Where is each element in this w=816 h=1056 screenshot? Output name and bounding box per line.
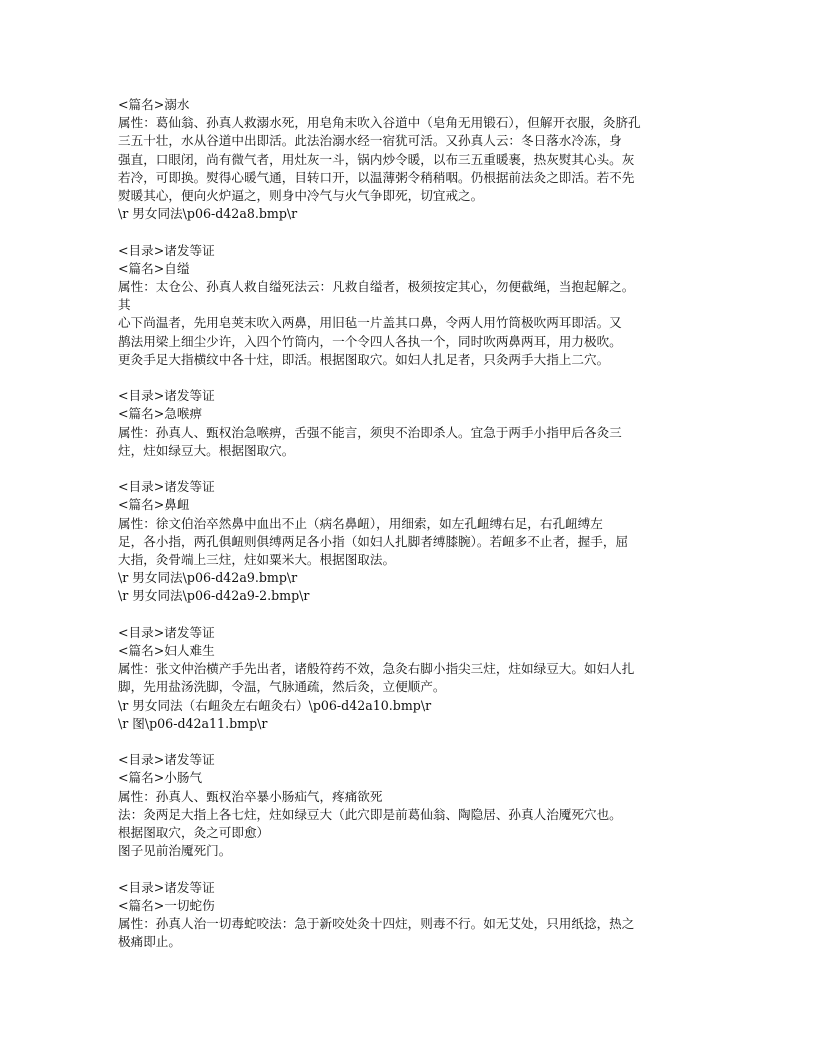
text-line: 属性：孙真人、甄权治急喉痹，舌强不能言，须臾不治即杀人。宜急于两手小指甲后各灸三 [118,424,622,440]
text-line: 若冷，可即换。熨得心暖气通，目转口开，以温薄粥令稍稍咽。仍根据前法灸之即活。若不先 [118,169,635,185]
text-line: 属性：太仓公、孙真人救自缢死法云：凡救自缢者，极须按定其心，勿便截绳，当抱起解之。 [118,279,635,295]
section-drowning [118,96,708,223]
section-hanging [118,242,708,369]
text-line: 属性：张文仲治横产手先出者，诸般符药不效，急灸右脚小指尖三炷，炷如绿豆大。如妇人扎 [118,661,635,677]
catalog-line: <目录>诸发等证 [118,479,215,495]
text-line: 三五十壮，水从谷道中出即活。此法治溺水经一宿犹可活。又孙真人云：冬日落水冷冻，身 [118,133,622,149]
text-line: 强直，口眼闭，尚有微气者，用灶灰一斗，锅内炒令暖，以布三五重暖裹，热灰熨其心头。灰 [118,151,635,167]
paragraph-gap [118,733,708,751]
section-hernia [118,751,708,860]
section-snake-bite [118,879,708,952]
section-nosebleed [118,478,708,605]
paragraph-gap [118,860,708,878]
paragraph-gap [118,369,708,387]
text-line: 鹊法用梁上细尘少许，入四个竹筒内，一个令四人各执一个，同时吹两鼻两耳，用力极吹。 [118,333,622,349]
text-line: 更灸手足大指横纹中各十炷，即活。根据图取穴。如妇人扎足者，只灸两手大指上二穴。 [118,351,610,367]
image-ref-line: \r 男女同法\p06-d42a9.bmp\r [118,570,298,586]
catalog-line: <目录>诸发等证 [118,242,215,258]
image-ref-line: \r 男女同法（右衄灸左右衄灸右）\p06-d42a10.bmp\r [118,697,432,713]
paragraph-gap [118,223,708,241]
text-line: 法：灸两足大指上各七炷，炷如绿豆大（此穴即是前葛仙翁、陶隐居、孙真人治魇死穴也。 [118,806,622,822]
catalog-line: <目录>诸发等证 [118,752,215,768]
text-line: 极痛即止。 [118,934,181,950]
paragraph-gap [118,606,708,624]
catalog-line: <目录>诸发等证 [118,388,215,404]
section-difficult-birth [118,624,708,733]
title-line: <篇名>一切蛇伤 [118,897,215,913]
title-line: <篇名>鼻衄 [118,497,190,513]
image-ref-line: \r 图\p06-d42a11.bmp\r [118,715,268,731]
text-line: 心下尚温者，先用皂荚末吹入两鼻，用旧毡一片盖其口鼻，令两人用竹筒极吹两耳即活。又 [118,315,622,331]
paragraph-gap [118,460,708,478]
text-line: 属性：葛仙翁、孙真人救溺水死，用皂角末吹入谷道中（皂角无用锻石），但解开衣服，灸脐孔 [118,115,641,131]
image-ref-line: \r 男女同法\p06-d42a9-2.bmp\r [118,588,310,604]
catalog-line: <目录>诸发等证 [118,624,215,640]
text-line: 其 [118,297,131,313]
text-line: 根据图取穴，灸之可即愈） [118,825,270,841]
text-line: 属性：孙真人、甄权治卒暴小肠疝气，疼痛欲死 [118,788,383,804]
text-line: 熨暖其心，便向火炉逼之，则身中冷气与火气争即死，切宜戒之。 [118,188,484,204]
text-line: 足，各小指，两孔俱衄则俱缚两足各小指（如妇人扎脚者缚膝腕）。若衄多不止者，握手，屈 [118,533,629,549]
text-line: 炷，炷如绿豆大。根据图取穴。 [118,442,295,458]
title-line: <篇名>妇人难生 [118,643,215,659]
section-throat [118,387,708,460]
text-line: 图子见前治魇死门。 [118,843,232,859]
document-page [118,96,708,951]
catalog-line: <目录>诸发等证 [118,879,215,895]
title-line: <篇名>急喉痹 [118,406,203,422]
text-line: 属性：徐文伯治卒然鼻中血出不止（病名鼻衄），用细索，如左孔衄缚右足，右孔衄缚左 [118,515,603,531]
image-ref-line: \r 男女同法\p06-d42a8.bmp\r [118,206,298,222]
text-line: 大指，灸骨端上三炷，炷如粟米大。根据图取法。 [118,552,396,568]
title-line: <篇名>自缢 [118,260,190,276]
text-line: <篇名>溺水 [118,97,190,112]
title-line: <篇名>小肠气 [118,770,203,786]
text-line: 属性：孙真人治一切毒蛇咬法：急于新咬处灸十四炷，则毒不行。如无艾处，只用纸捻，热之 [118,916,635,932]
text-line: 脚，先用盐汤洗脚，令温，气脉通疏，然后灸，立便顺产。 [118,679,446,695]
